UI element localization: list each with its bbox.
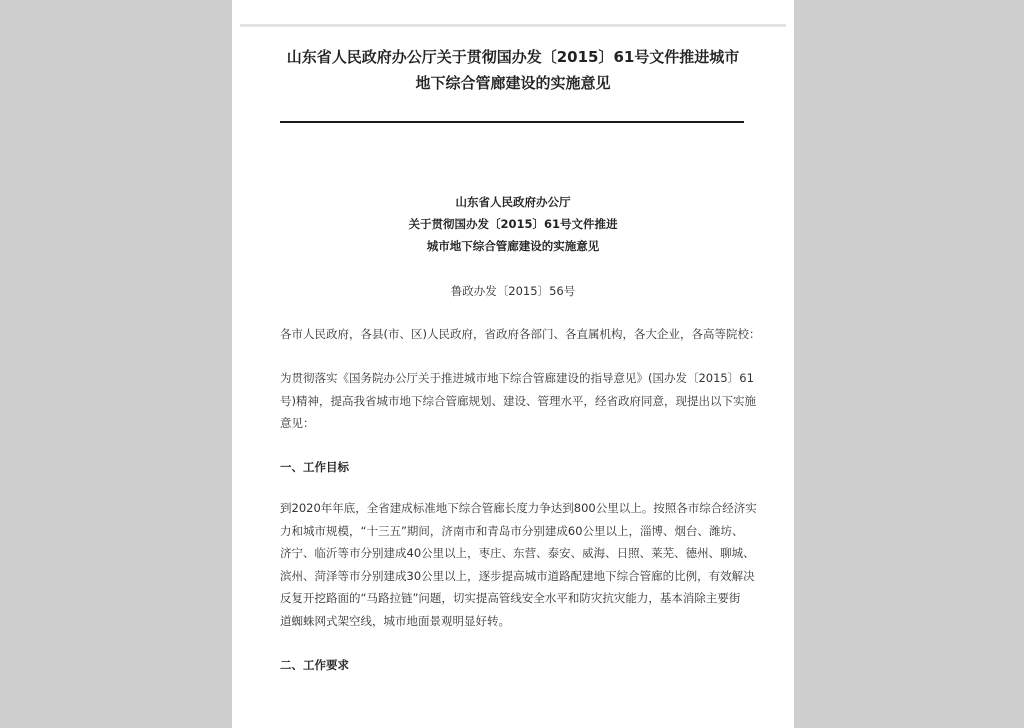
document-title-line: 山东省人民政府办公厅关于贯彻国办发〔2015〕61号文件推进城市 <box>286 48 740 66</box>
paragraph-line: 道蜘蛛网式架空线，城市地面景观明显好转。 <box>280 613 510 628</box>
addressees-paragraph <box>280 323 761 346</box>
issuer-line: 关于贯彻国办发〔2015〕61号文件推进 <box>408 217 618 231</box>
goals-paragraph <box>280 497 757 632</box>
intro-paragraph <box>280 367 756 435</box>
paragraph-line: 号)精神，提高我省城市地下综合管廊规划、建设、管理水平，经省政府同意，现提出以下实施 <box>280 393 756 408</box>
paragraph-line: 反复开挖路面的“马路拉链”问题，切实提高管线安全水平和防灾抗灾能力，基本消除主要街 <box>280 591 741 605</box>
paragraph-line: 滨州、菏泽等市分别建成30公里以上，逐步提高城市道路配建地下综合管廊的比例，有效解决 <box>280 568 755 583</box>
document-number: 鲁政办发〔2015〕56号 <box>450 284 576 298</box>
paragraph-line: 为贯彻落实《国务院办公厅关于推进城市地下综合管廊建设的指导意见》(国办发〔2015〕61 <box>280 371 754 385</box>
issuer-heading <box>282 191 744 257</box>
document-title-line: 地下综合管廊建设的实施意见 <box>415 74 611 92</box>
title-divider <box>280 121 744 123</box>
top-divider <box>240 24 786 27</box>
paragraph-line: 各市人民政府，各县(市、区)人民政府，省政府各部门、各直属机构，各大企业，各高等院校： <box>280 327 761 341</box>
issuer-line: 山东省人民政府办公厅 <box>455 195 571 209</box>
issuer-line: 城市地下综合管廊建设的实施意见 <box>426 239 600 253</box>
section-heading-goals: 一、工作目标 <box>280 460 349 474</box>
document-title <box>282 44 744 96</box>
document-page <box>232 0 794 728</box>
paragraph-line: 到2020年年底，全省建成标准地下综合管廊长度力争达到800公里以上。按照各市综合经济实 <box>280 501 757 515</box>
paragraph-line: 济宁、临沂等市分别建成40公里以上，枣庄、东营、泰安、威海、日照、莱芜、德州、聊城、 <box>280 546 755 560</box>
section-heading-requirements: 二、工作要求 <box>280 658 349 672</box>
paragraph-line: 意见： <box>280 416 315 430</box>
paragraph-line: 力和城市规模，“十三五”期间，济南市和青岛市分别建成60公里以上，淄博、烟台、潍坊、 <box>280 523 744 538</box>
